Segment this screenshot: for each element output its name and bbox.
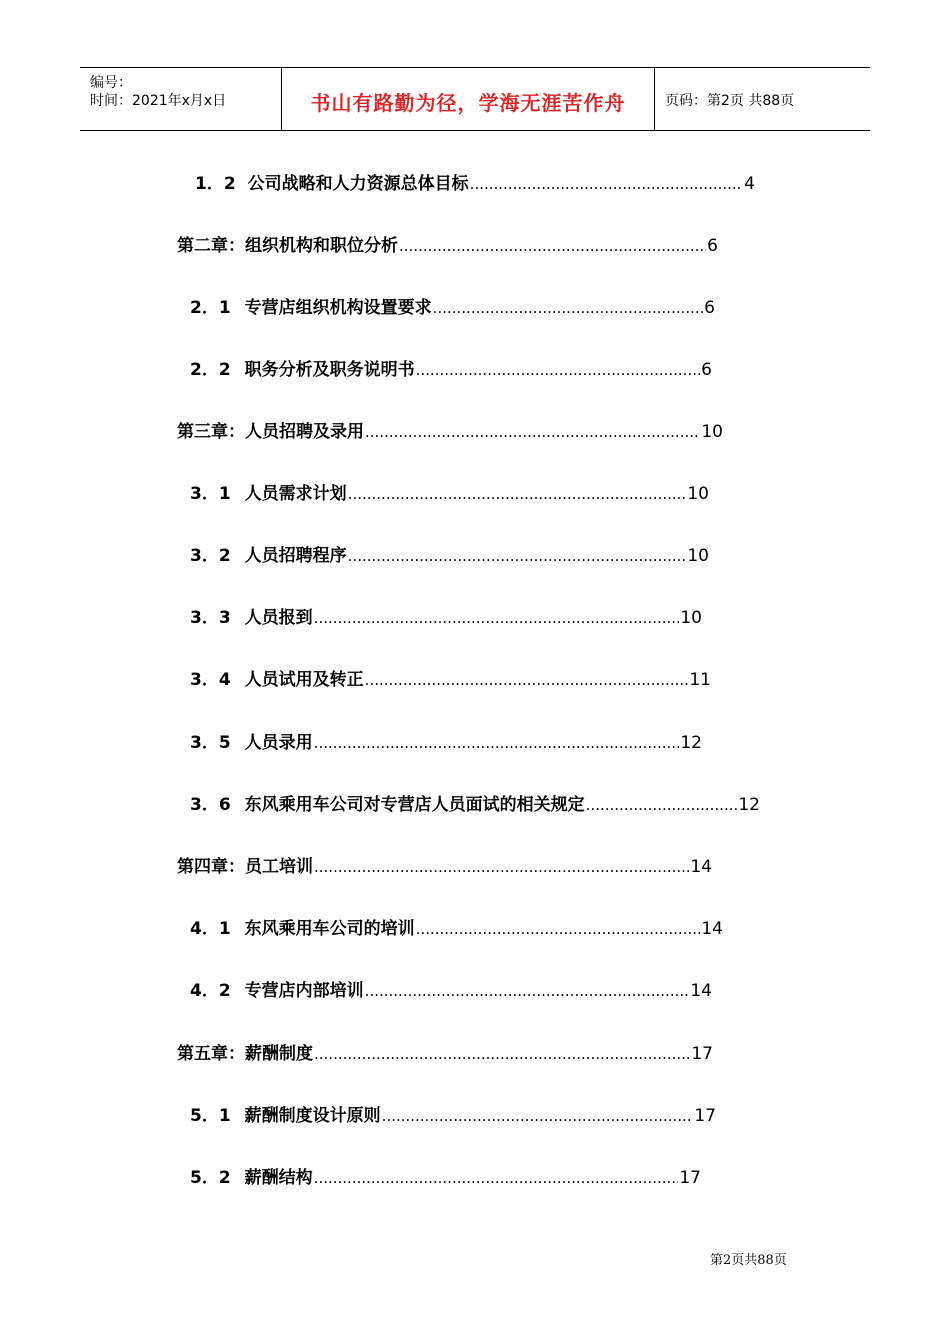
toc-entry[interactable] [190,728,702,754]
toc-entry[interactable] [190,541,709,567]
toc-dot-leader [314,858,689,876]
toc-entry-page: 10 [687,546,709,566]
toc-entry-page: 17 [694,1106,716,1126]
toc-entry-page: 14 [701,919,723,939]
toc-entry[interactable] [190,790,760,816]
toc-entry[interactable] [190,665,711,691]
toc-dot-leader [416,361,701,379]
toc-dot-leader [314,734,680,752]
toc-entry-number: 2．2 [190,360,231,380]
toc-entry-title: 第二章：组织机构和职位分析 [177,236,398,256]
toc-entry-title: 人员需求计划 [244,484,347,504]
toc-entry[interactable] [190,976,712,1002]
toc-entry-number: 3．5 [190,733,231,753]
toc-dot-leader [314,1045,690,1063]
toc-entry-number: 5．1 [190,1106,231,1126]
toc-entry-page: 6 [701,360,712,380]
toc-dot-leader [365,982,690,1000]
toc-entry-title: 专营店内部培训 [244,981,364,1001]
toc-entry-number: 4．2 [190,981,231,1001]
toc-entry[interactable] [190,355,712,381]
toc-entry[interactable] [177,1039,713,1065]
toc-entry-page: 6 [704,298,715,318]
toc-dot-leader [586,796,738,814]
toc-entry-number: 4．1 [190,919,231,939]
toc-dot-leader [365,423,700,441]
toc-entry-number: 3．1 [190,484,231,504]
toc-entry-page: 17 [691,1044,713,1064]
document-number-label: 编号： [90,75,132,91]
toc-entry[interactable] [190,293,715,319]
toc-entry-title: 职务分析及职务说明书 [244,360,415,380]
toc-entry-number: 3．6 [190,795,231,815]
toc-entry-page: 4 [744,174,755,194]
toc-entry[interactable] [190,603,702,629]
toc-entry[interactable] [190,914,723,940]
toc-dot-leader [365,671,689,689]
toc-entry-page: 10 [680,608,702,628]
toc-dot-leader [314,1169,679,1187]
toc-dot-leader [314,609,680,627]
toc-entry-title: 薪酬制度设计原则 [244,1106,381,1126]
toc-entry[interactable] [177,417,723,443]
toc-entry-page: 14 [690,857,712,877]
toc-entry-number: 3．3 [190,608,231,628]
header-motto: 书山有路勤为径，学海无涯苦作舟 [310,91,626,115]
toc-entry-number: 3．4 [190,670,231,690]
toc-entry-number: 2．1 [190,298,231,318]
toc-entry-title: 人员试用及转正 [244,670,364,690]
toc-dot-leader [348,485,687,503]
toc-entry-page: 17 [679,1168,701,1188]
toc-entry-page: 10 [701,422,723,442]
toc-dot-leader [470,175,744,193]
toc-entry-number: 5．2 [190,1168,231,1188]
toc-entry-title: 东风乘用车公司的培训 [244,919,415,939]
toc-entry-page: 6 [707,236,718,256]
toc-entry-title: 人员招聘程序 [244,546,347,566]
toc-entry-title: 薪酬结构 [244,1168,313,1188]
toc-entry-title: 第五章：薪酬制度 [177,1044,313,1064]
toc-entry[interactable] [190,1101,716,1127]
toc-entry[interactable] [195,169,755,195]
toc-entry-number: 3．2 [190,546,231,566]
page-footer: 第2页共88页 [710,1253,787,1268]
toc-entry-title: 人员录用 [244,733,313,753]
toc-entry[interactable] [190,479,709,505]
toc-entry-title: 公司战略和人力资源总体目标 [247,174,469,194]
toc-entry-page: 12 [738,795,760,815]
toc-entry-title: 东风乘用车公司对专营店人员面试的相关规定 [244,795,585,815]
toc-entry-title: 第三章：人员招聘及录用 [177,422,364,442]
toc-entry[interactable] [177,852,712,878]
toc-entry-page: 12 [680,733,702,753]
toc-dot-leader [416,920,701,938]
toc-dot-leader [399,237,706,255]
toc-entry-page: 11 [689,670,711,690]
toc-entry[interactable] [177,231,718,257]
document-time-label: 时间：2021年x月x日 [90,93,227,109]
toc-entry-title: 第四章：员工培训 [177,857,313,877]
toc-dot-leader [433,299,704,317]
toc-entry-page: 10 [687,484,709,504]
header-page-info: 页码：第2页 共88页 [665,93,795,109]
toc-entry-page: 14 [690,981,712,1001]
toc-entry-title: 专营店组织机构设置要求 [244,298,432,318]
toc-dot-leader [348,547,687,565]
toc-entry[interactable] [190,1163,701,1189]
toc-dot-leader [382,1107,694,1125]
toc-entry-number: 1．2 [195,174,236,194]
toc-entry-title: 人员报到 [244,608,313,628]
